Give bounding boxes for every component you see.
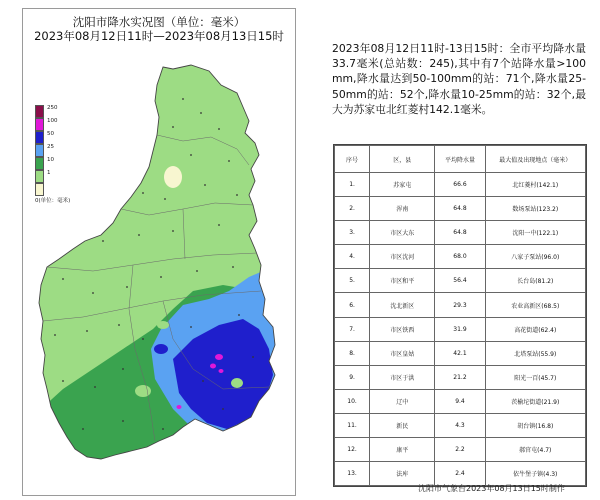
cell-district: 市区大东 (370, 221, 435, 245)
cell-index: 11. (335, 413, 370, 437)
cell-district: 苏家屯 (370, 173, 435, 197)
legend-item (35, 170, 95, 183)
cell-max: 农业高新区(68.5) (485, 293, 585, 317)
legend-swatch (35, 144, 44, 157)
table-row (335, 197, 586, 221)
legend-swatch (35, 157, 44, 170)
table-row (335, 317, 586, 341)
table-row (335, 365, 586, 389)
legend-label: 10 (47, 157, 54, 163)
cell-max: 八家子泵站(96.0) (485, 245, 585, 269)
legend-swatch (35, 170, 44, 183)
table-row (335, 438, 586, 462)
cell-max: 阳光一百(45.7) (485, 365, 585, 389)
cell-average: 2.4 (435, 462, 485, 486)
cell-district: 法库 (370, 462, 435, 486)
cell-district: 浑南 (370, 197, 435, 221)
cell-index: 9. (335, 365, 370, 389)
cell-max: 数场泵站(123.2) (485, 197, 585, 221)
producer-credit: 沈阳市气象台2023年08月13日15时制作 (418, 484, 565, 493)
cell-max: 沈阳一中(122.1) (485, 221, 585, 245)
cell-max: 依牛堡子镇(4.3) (485, 462, 585, 486)
cell-district: 市区于洪 (370, 365, 435, 389)
cell-district: 沈北新区 (370, 293, 435, 317)
legend-label: 1 (47, 170, 51, 176)
cell-max: 北红菱村(142.1) (485, 173, 585, 197)
legend-swatch (35, 105, 44, 118)
col-header-max: 最大值及出现地点（毫米） (485, 146, 585, 173)
legend-swatch (35, 131, 44, 144)
legend-label: 250 (47, 105, 58, 111)
legend-label: 25 (47, 144, 54, 150)
cell-index: 13. (335, 462, 370, 486)
cell-district: 新民 (370, 413, 435, 437)
cell-average: 21.2 (435, 365, 485, 389)
legend-label: 50 (47, 131, 54, 137)
legend-item (35, 157, 95, 170)
legend-item (35, 105, 95, 118)
cell-index: 5. (335, 269, 370, 293)
map-title-line1: 沈阳市降水实况图（单位：毫米） (72, 15, 246, 29)
cell-average: 42.1 (435, 341, 485, 365)
col-header-average: 平均降水量 (435, 146, 485, 173)
table-row (335, 413, 586, 437)
table-row (335, 245, 586, 269)
cell-max: 茨榆坨街道(21.9) (485, 389, 585, 413)
cell-average: 66.6 (435, 173, 485, 197)
legend-item (35, 183, 95, 196)
map-title-line2: 2023年08月12日11时—2023年08月13日15时 (34, 29, 284, 43)
cell-max: 胡台镇(16.8) (485, 413, 585, 437)
table-row (335, 221, 586, 245)
cell-index: 4. (335, 245, 370, 269)
cell-max: 高花街道(62.4) (485, 317, 585, 341)
table-row (335, 341, 586, 365)
cell-average: 2.2 (435, 438, 485, 462)
col-header-district: 区，县 (370, 146, 435, 173)
col-header-index: 序号 (335, 146, 370, 173)
table-row (335, 269, 586, 293)
cell-index: 12. (335, 438, 370, 462)
legend-item (35, 144, 95, 157)
cell-average: 64.8 (435, 197, 485, 221)
cell-average: 29.3 (435, 293, 485, 317)
legend-unit-row (35, 196, 95, 209)
cell-index: 1. (335, 173, 370, 197)
table-row (335, 389, 586, 413)
cell-district: 康平 (370, 438, 435, 462)
cell-average: 56.4 (435, 269, 485, 293)
cell-index: 2. (335, 197, 370, 221)
legend-label: 100 (47, 118, 58, 124)
map-legend (35, 105, 95, 209)
rainfall-summary: 2023年08月12日11时-13日15时：全市平均降水量33.7毫米(总站数：245),其中有7个站降水量>100mm,降水量达到50-100mm的站：71个,降水量25-50mm的站：52个,降水量10-25mm的站：32个,最大为苏家屯北红菱村142.1毫米。 (332, 42, 586, 116)
cell-district: 市区皇姑 (370, 341, 435, 365)
cell-average: 68.0 (435, 245, 485, 269)
rainfall-map (23, 9, 297, 497)
cell-index: 10. (335, 389, 370, 413)
legend-swatch (35, 118, 44, 131)
cell-max: 北塔泵站(55.9) (485, 341, 585, 365)
rainfall-table (333, 144, 587, 487)
cell-index: 6. (335, 293, 370, 317)
cell-index: 3. (335, 221, 370, 245)
cell-average: 4.3 (435, 413, 485, 437)
legend-item (35, 131, 95, 144)
cell-max: 郝官屯(4.7) (485, 438, 585, 462)
cell-district: 市区沈河 (370, 245, 435, 269)
legend-item (35, 118, 95, 131)
cell-max: 长台岛(81.2) (485, 269, 585, 293)
cell-index: 7. (335, 317, 370, 341)
cell-average: 64.8 (435, 221, 485, 245)
cell-index: 8. (335, 341, 370, 365)
legend-swatch (35, 183, 44, 196)
cell-district: 市区和平 (370, 269, 435, 293)
table-row (335, 293, 586, 317)
cell-average: 9.4 (435, 389, 485, 413)
legend-unit: 0(单位：毫米) (35, 198, 71, 204)
table-header-row (335, 146, 586, 173)
cell-district: 辽中 (370, 389, 435, 413)
cell-average: 31.9 (435, 317, 485, 341)
table-row (335, 173, 586, 197)
rainfall-map-panel (22, 8, 296, 496)
cell-district: 市区铁西 (370, 317, 435, 341)
